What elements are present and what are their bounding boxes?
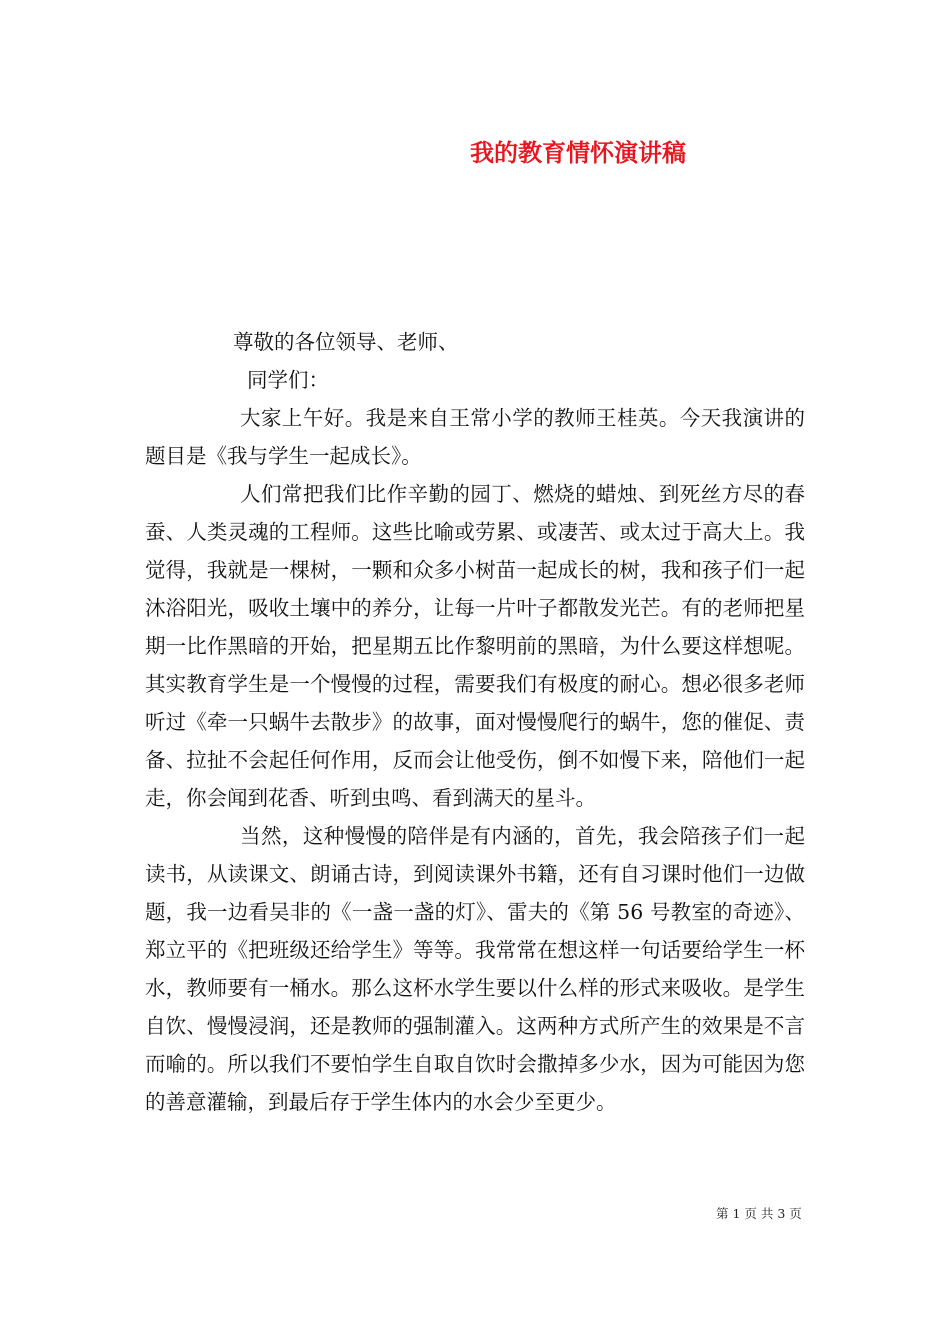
salutation-line-1: 尊敬的各位领导、老师、 — [233, 330, 459, 354]
salutation-line-2: 同学们： — [247, 368, 329, 392]
document-title: 我的教育情怀演讲稿 — [470, 138, 686, 167]
document-body — [145, 323, 805, 1121]
paragraph-3: 当然，这种慢慢的陪伴是有内涵的，首先，我会陪孩子们一起读书，从读课文、朗诵古诗，到阅读课外书籍，还有自习课时他们一边做题，我一边看吴非的《一盏一盏的灯》、雷夫的《第 56 号教室的奇迹》、郑立平的《把班级还给学生》等等。我常常在想这样一句话要给学生一杯水，教师要有一桶水。那么这杯水学生要以什么样的形式来吸收。是学生自饮、慢慢浸润，还是教师的强制灌入。这两种方式所产生的效果是不言而喻的。所以我们不要怕学生自取自饮时会撒掉多少水，因为可能因为您的善意灌输，到最后存于学生体内的水会少至更少。 — [145, 824, 805, 1114]
page-footer: 第 1 页 共 3 页 — [716, 1206, 802, 1221]
paragraph-2: 人们常把我们比作辛勤的园丁、燃烧的蜡烛、到死丝方尽的春蚕、人类灵魂的工程师。这些比喻或劳累、或凄苦、或太过于高大上。我觉得，我就是一棵树，一颗和众多小树苗一起成长的树，我和孩子们一起沐浴阳光，吸收土壤中的养分，让每一片叶子都散发光芒。有的老师把星期一比作黑暗的开始，把星期五比作黎明前的黑暗，为什么要这样想呢。其实教育学生是一个慢慢的过程，需要我们有极度的耐心。想必很多老师听过《牵一只蜗牛去散步》的故事，面对慢慢爬行的蜗牛，您的催促、责备、拉扯不会起任何作用，反而会让他受伤，倒不如慢下来，陪他们一起走，你会闻到花香、听到虫鸣、看到满天的星斗。 — [145, 482, 805, 810]
paragraph-1: 大家上午好。我是来自王常小学的教师王桂英。今天我演讲的题目是《我与学生一起成长》。 — [145, 406, 805, 468]
